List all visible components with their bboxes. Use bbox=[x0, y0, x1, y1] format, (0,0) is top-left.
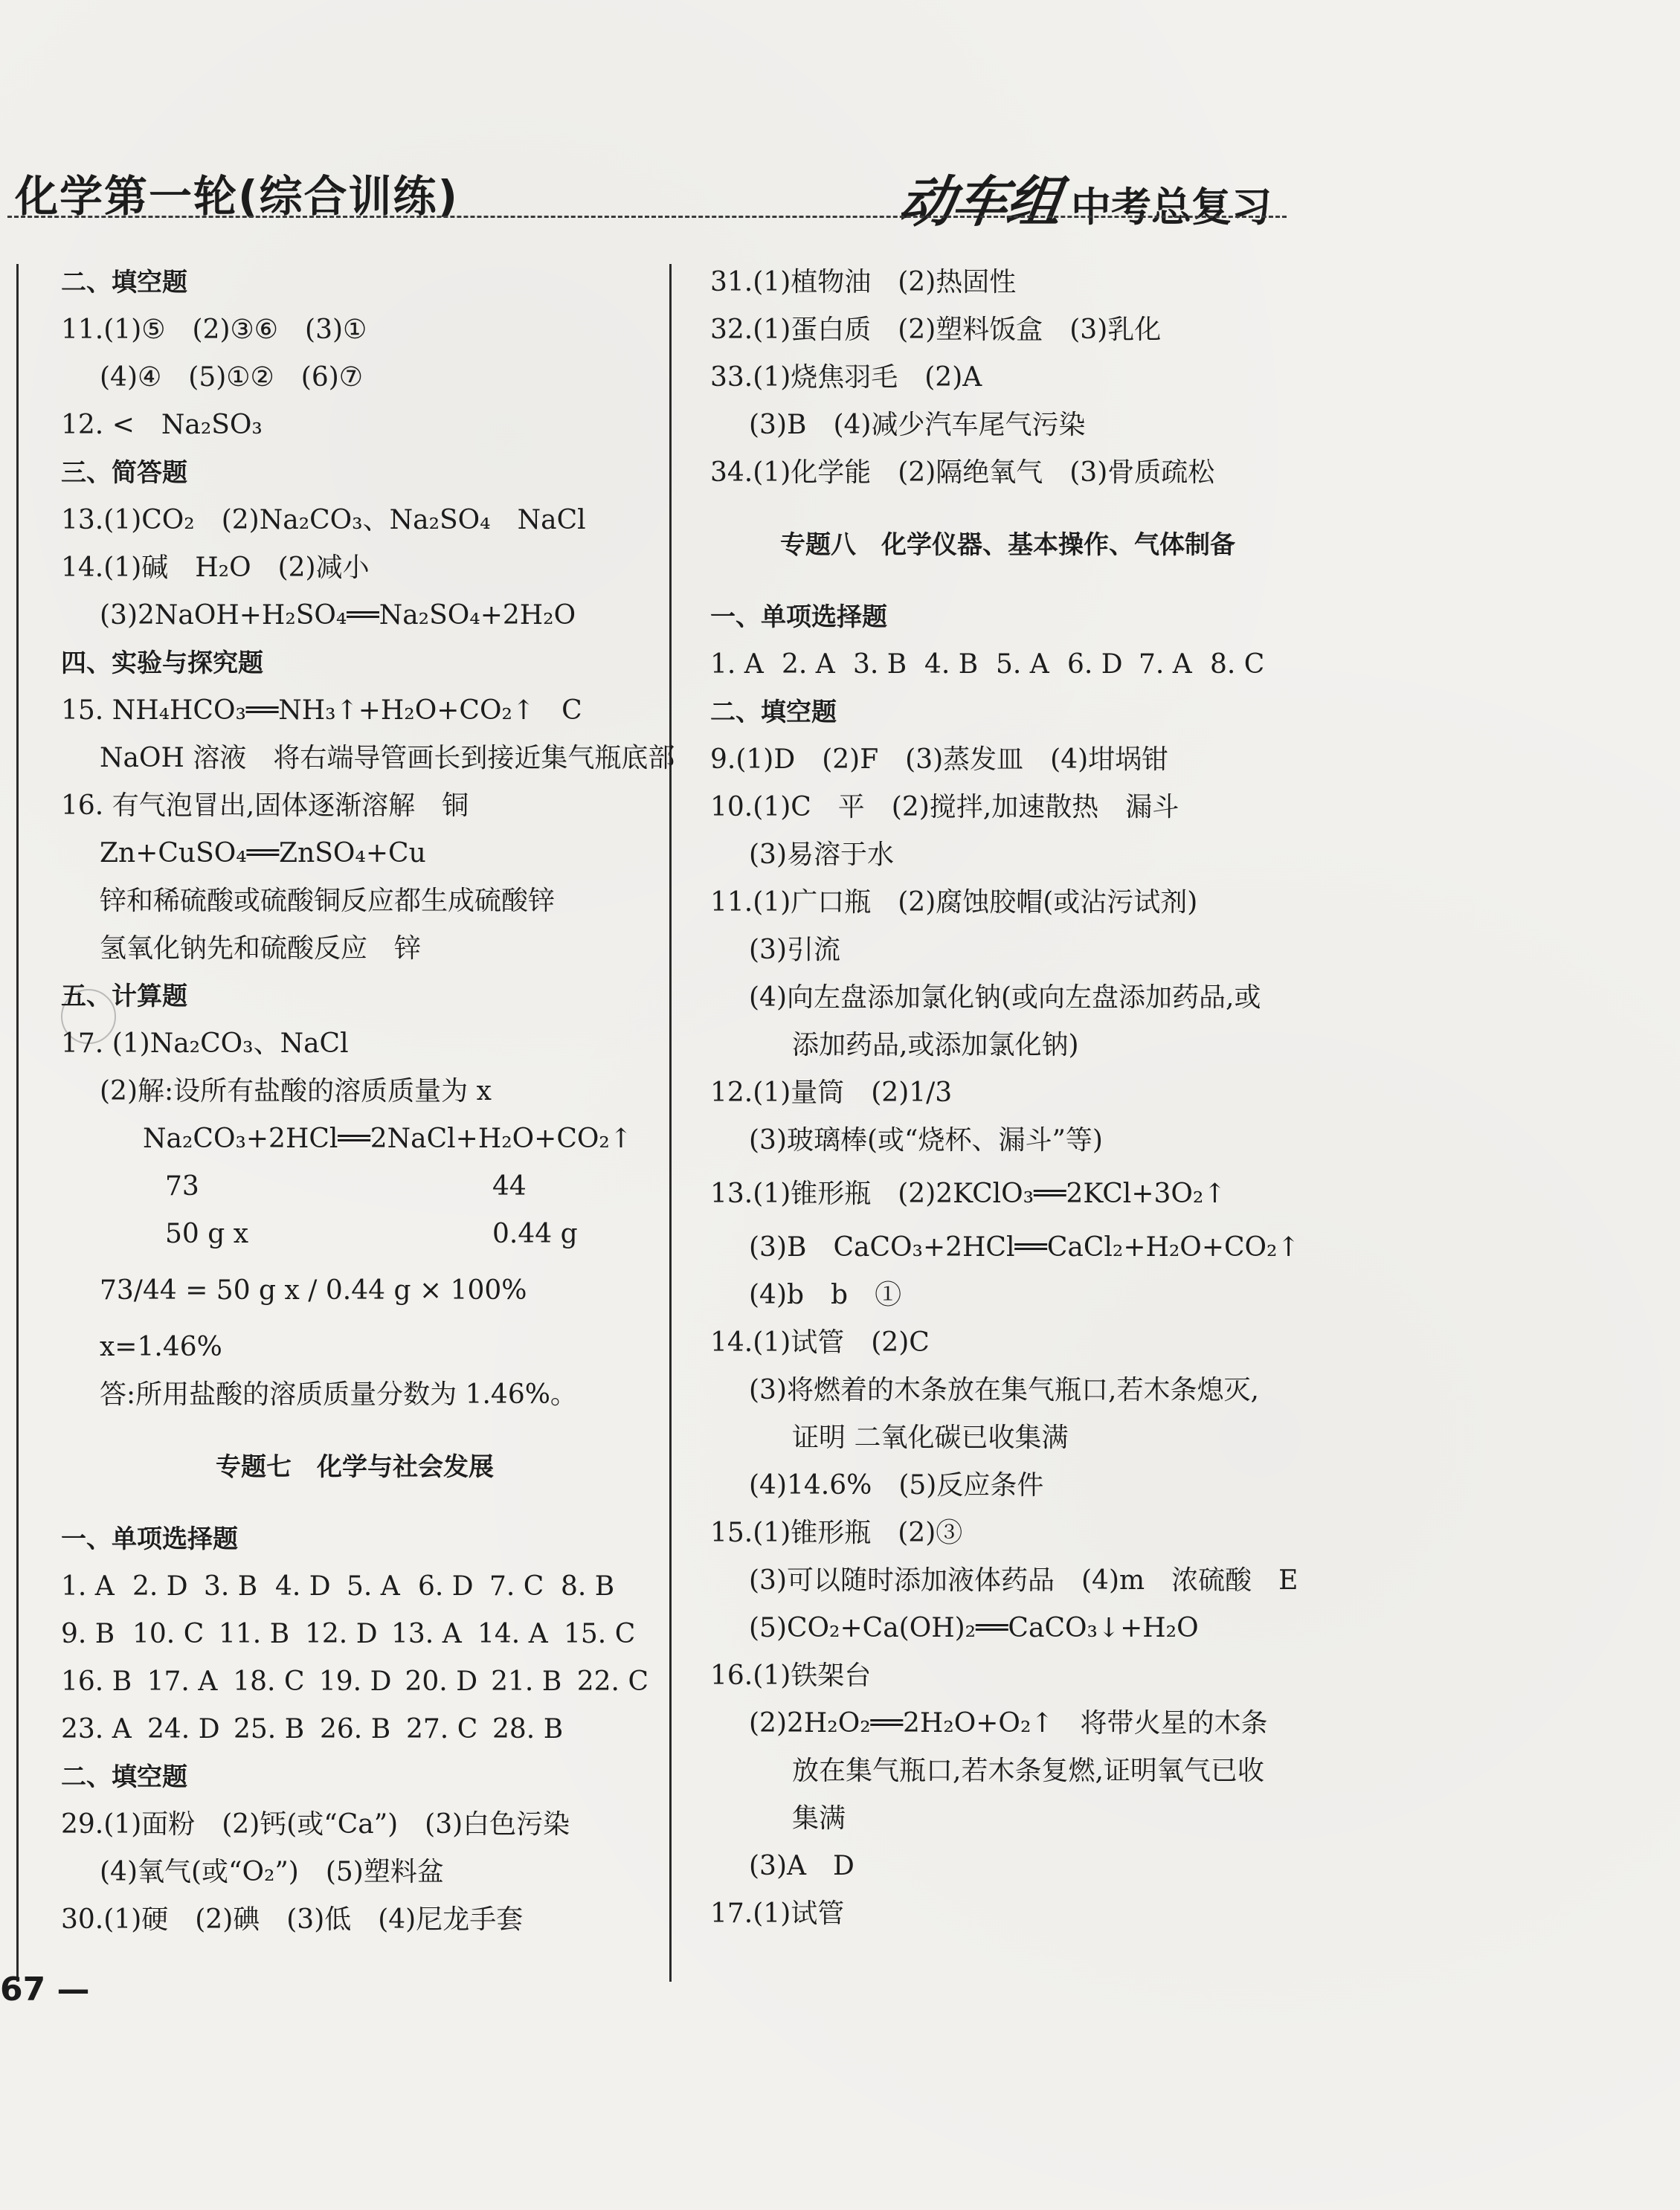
choice-answer: 13. A bbox=[391, 1619, 462, 1649]
section-heading: 一、单项选择题 bbox=[710, 602, 887, 632]
answer-line: 29.(1)面粉 (2)钙(或“Ca”) (3)白色污染 bbox=[61, 1809, 570, 1840]
answer-line: 11.(1)广口瓶 (2)腐蚀胶帽(或沾污试剂) bbox=[710, 887, 1198, 918]
answer-line: 集满 bbox=[792, 1803, 846, 1834]
choice-answer: 8. B bbox=[561, 1571, 615, 1602]
answer-line: 16.(1)铁架台 bbox=[710, 1660, 872, 1691]
right-column bbox=[710, 259, 1305, 1938]
choice-answer: 7. A bbox=[1139, 649, 1192, 680]
answer-line: 11.(1)⑤ (2)③⑥ (3)① bbox=[61, 315, 367, 345]
section-heading: 五、计算题 bbox=[61, 982, 187, 1011]
choice-answer: 22. C bbox=[576, 1666, 648, 1697]
choice-answer: 3. B bbox=[853, 649, 907, 680]
answer-line: (4)氧气(或“O₂”) (5)塑料盆 bbox=[100, 1857, 444, 1887]
answer-line: 12. < Na₂SO₃ bbox=[61, 410, 263, 440]
choice-answer: 1. A bbox=[61, 1571, 115, 1602]
answer-line: x=1.46% bbox=[100, 1332, 222, 1362]
choice-answer: 3. B bbox=[204, 1571, 258, 1602]
choice-answer: 21. B bbox=[491, 1666, 562, 1697]
answer-line: 14.(1)试管 (2)C bbox=[710, 1327, 930, 1358]
choice-answer: 9. B bbox=[61, 1619, 115, 1649]
choice-answer: 4. B bbox=[924, 649, 979, 680]
ratio-row bbox=[61, 1163, 648, 1211]
answer-line: 33.(1)烧焦羽毛 (2)A bbox=[710, 362, 982, 393]
page-header bbox=[0, 152, 1294, 234]
answer-line: 34.(1)化学能 (2)隔绝氧气 (3)骨质疏松 bbox=[710, 457, 1215, 488]
answer-line: 31.(1)植物油 (2)热固性 bbox=[710, 267, 1017, 297]
ratio-value: 44 bbox=[492, 1171, 527, 1202]
answer-line: 添加药品,或添加氯化钠) bbox=[792, 1030, 1079, 1060]
choice-answer: 2. A bbox=[782, 649, 835, 680]
choice-answer: 12. D bbox=[305, 1619, 378, 1649]
choice-answer: 19. D bbox=[318, 1666, 392, 1697]
choice-answer: 26. B bbox=[320, 1714, 391, 1745]
answer-line: 17.(1)试管 bbox=[710, 1898, 845, 1929]
equation-line: (5)CO₂+Ca(OH)₂══CaCO₃↓+H₂O bbox=[749, 1613, 1199, 1643]
choice-answer: 14. A bbox=[477, 1619, 548, 1649]
equation-line: 15. NH₄HCO₃══NH₃↑+H₂O+CO₂↑ C bbox=[61, 695, 582, 726]
choice-row bbox=[710, 641, 1305, 689]
answer-line: 16. 有气泡冒出,固体逐渐溶解 铜 bbox=[61, 790, 469, 821]
answer-line: (2)解:设所有盐酸的溶质质量为 x bbox=[100, 1076, 492, 1106]
answer-line: 32.(1)蛋白质 (2)塑料饭盒 (3)乳化 bbox=[710, 315, 1162, 345]
choice-row-1 bbox=[61, 1563, 648, 1611]
book-title: 化学第一轮(综合训练) bbox=[15, 171, 460, 222]
choice-answer: 5. A bbox=[347, 1571, 400, 1602]
answer-line: (4)14.6% (5)反应条件 bbox=[749, 1470, 1044, 1501]
equation-line: (3)2NaOH+H₂SO₄══Na₂SO₄+2H₂O bbox=[100, 600, 576, 631]
answer-line: 锌和稀硫酸或硫酸铜反应都生成硫酸锌 bbox=[100, 886, 556, 916]
column-divider bbox=[669, 264, 672, 1982]
choice-row-3 bbox=[61, 1658, 648, 1706]
answer-line: (3)将燃着的木条放在集气瓶口,若木条熄灭, bbox=[749, 1375, 1259, 1405]
series-subtitle: 中考总复习 bbox=[1071, 184, 1272, 231]
brand-logo: 动车组 bbox=[895, 170, 1065, 234]
answer-line: 证明 二氧化碳已收集满 bbox=[792, 1423, 1069, 1453]
answer-line: (3)A D bbox=[749, 1851, 855, 1881]
proportion-equation: 73/44 = 50 g x / 0.44 g × 100% bbox=[100, 1275, 527, 1306]
equation-line: 13.(1)锥形瓶 (2)2KClO₃══2KCl+3O₂↑ bbox=[710, 1179, 1226, 1209]
answer-line: 9.(1)D (2)F (3)蒸发皿 (4)坩埚钳 bbox=[710, 744, 1169, 775]
answer-line: 氢氧化钠先和硫酸反应 锌 bbox=[100, 933, 422, 964]
choice-answer: 24. D bbox=[147, 1714, 220, 1745]
choice-row-2 bbox=[61, 1611, 648, 1658]
section-heading: 三、简答题 bbox=[61, 458, 187, 488]
choice-answer: 16. B bbox=[61, 1666, 132, 1697]
choice-answer: 1. A bbox=[710, 649, 764, 680]
answer-line: (3)可以随时添加液体药品 (4)m 浓硫酸 E bbox=[749, 1565, 1298, 1596]
answer-line: NaOH 溶液 将右端导管画长到接近集气瓶底部 bbox=[100, 743, 675, 773]
ratio-value: 50 g x bbox=[165, 1219, 249, 1249]
section-heading: 四、实验与探究题 bbox=[61, 648, 263, 678]
answer-line: (4)④ (5)①② (6)⑦ bbox=[100, 362, 364, 393]
choice-answer: 7. C bbox=[489, 1571, 544, 1602]
choice-answer: 6. D bbox=[418, 1571, 474, 1602]
choice-answer: 6. D bbox=[1067, 649, 1123, 680]
choice-answer: 2. D bbox=[132, 1571, 188, 1602]
answer-line: 14.(1)碱 H₂O (2)减小 bbox=[61, 552, 370, 583]
answer-line: (3)引流 bbox=[749, 935, 840, 965]
answer-line: 答:所用盐酸的溶质质量分数为 1.46%。 bbox=[100, 1379, 577, 1410]
answer-line: (4)b b ① bbox=[749, 1280, 902, 1310]
answer-line: 10.(1)C 平 (2)搅拌,加速散热 漏斗 bbox=[710, 792, 1179, 822]
equation-line: Zn+CuSO₄══ZnSO₄+Cu bbox=[100, 838, 426, 869]
choice-answer: 15. C bbox=[564, 1619, 636, 1649]
choice-answer: 8. C bbox=[1210, 649, 1265, 680]
answer-line: (3)易溶于水 bbox=[749, 840, 894, 870]
choice-answer: 5. A bbox=[996, 649, 1049, 680]
equation-line: (2)2H₂O₂══2H₂O+O₂↑ 将带火星的木条 bbox=[749, 1708, 1268, 1739]
choice-answer: 17. A bbox=[147, 1666, 218, 1697]
answer-line: (4)向左盘添加氯化钠(或向左盘添加药品,或 bbox=[749, 982, 1261, 1013]
left-margin-line bbox=[16, 264, 19, 1982]
series-title bbox=[895, 158, 1272, 237]
choice-answer: 28. B bbox=[492, 1714, 564, 1745]
left-column bbox=[61, 259, 675, 1944]
section-heading: 一、单项选择题 bbox=[61, 1524, 238, 1554]
choice-answer: 18. C bbox=[233, 1666, 305, 1697]
equation-line: Na₂CO₃+2HCl══2NaCl+H₂O+CO₂↑ bbox=[143, 1124, 633, 1154]
answer-line: 12.(1)量筒 (2)1/3 bbox=[710, 1077, 953, 1108]
section-heading: 二、填空题 bbox=[61, 268, 187, 297]
choice-row-4 bbox=[61, 1706, 648, 1753]
ratio-row bbox=[61, 1211, 648, 1258]
choice-answer: 4. D bbox=[275, 1571, 331, 1602]
equation-line: (3)B CaCO₃+2HCl══CaCl₂+H₂O+CO₂↑ bbox=[749, 1232, 1300, 1263]
answer-line: 放在集气瓶口,若木条复燃,证明氧气已收 bbox=[792, 1756, 1264, 1786]
choice-answer: 11. B bbox=[219, 1619, 290, 1649]
choice-answer: 27. C bbox=[406, 1714, 478, 1745]
section-heading: 二、填空题 bbox=[61, 1762, 187, 1792]
answer-line: 30.(1)硬 (2)碘 (3)低 (4)尼龙手套 bbox=[61, 1904, 524, 1935]
choice-answer: 20. D bbox=[405, 1666, 478, 1697]
section-heading: 二、填空题 bbox=[710, 698, 837, 727]
topic-heading: 专题七 化学与社会发展 bbox=[216, 1452, 494, 1482]
choice-answer: 25. B bbox=[234, 1714, 305, 1745]
answer-line: 13.(1)CO₂ (2)Na₂CO₃、Na₂SO₄ NaCl bbox=[61, 505, 586, 535]
ratio-value: 73 bbox=[165, 1171, 199, 1202]
answer-line: (3)B (4)减少汽车尾气污染 bbox=[749, 410, 1086, 440]
choice-answer: 23. A bbox=[61, 1714, 132, 1745]
topic-heading: 专题八 化学仪器、基本操作、气体制备 bbox=[780, 530, 1235, 560]
answer-line: 17. (1)Na₂CO₃、NaCl bbox=[61, 1028, 349, 1059]
page-number: 67 — bbox=[0, 1971, 90, 2008]
ratio-value: 0.44 g bbox=[492, 1219, 578, 1249]
answer-line: (3)玻璃棒(或“烧杯、漏斗”等) bbox=[749, 1125, 1103, 1156]
header-divider bbox=[7, 216, 1287, 218]
choice-answer: 10. C bbox=[132, 1619, 205, 1649]
answer-line: 15.(1)锥形瓶 (2)③ bbox=[710, 1518, 963, 1548]
